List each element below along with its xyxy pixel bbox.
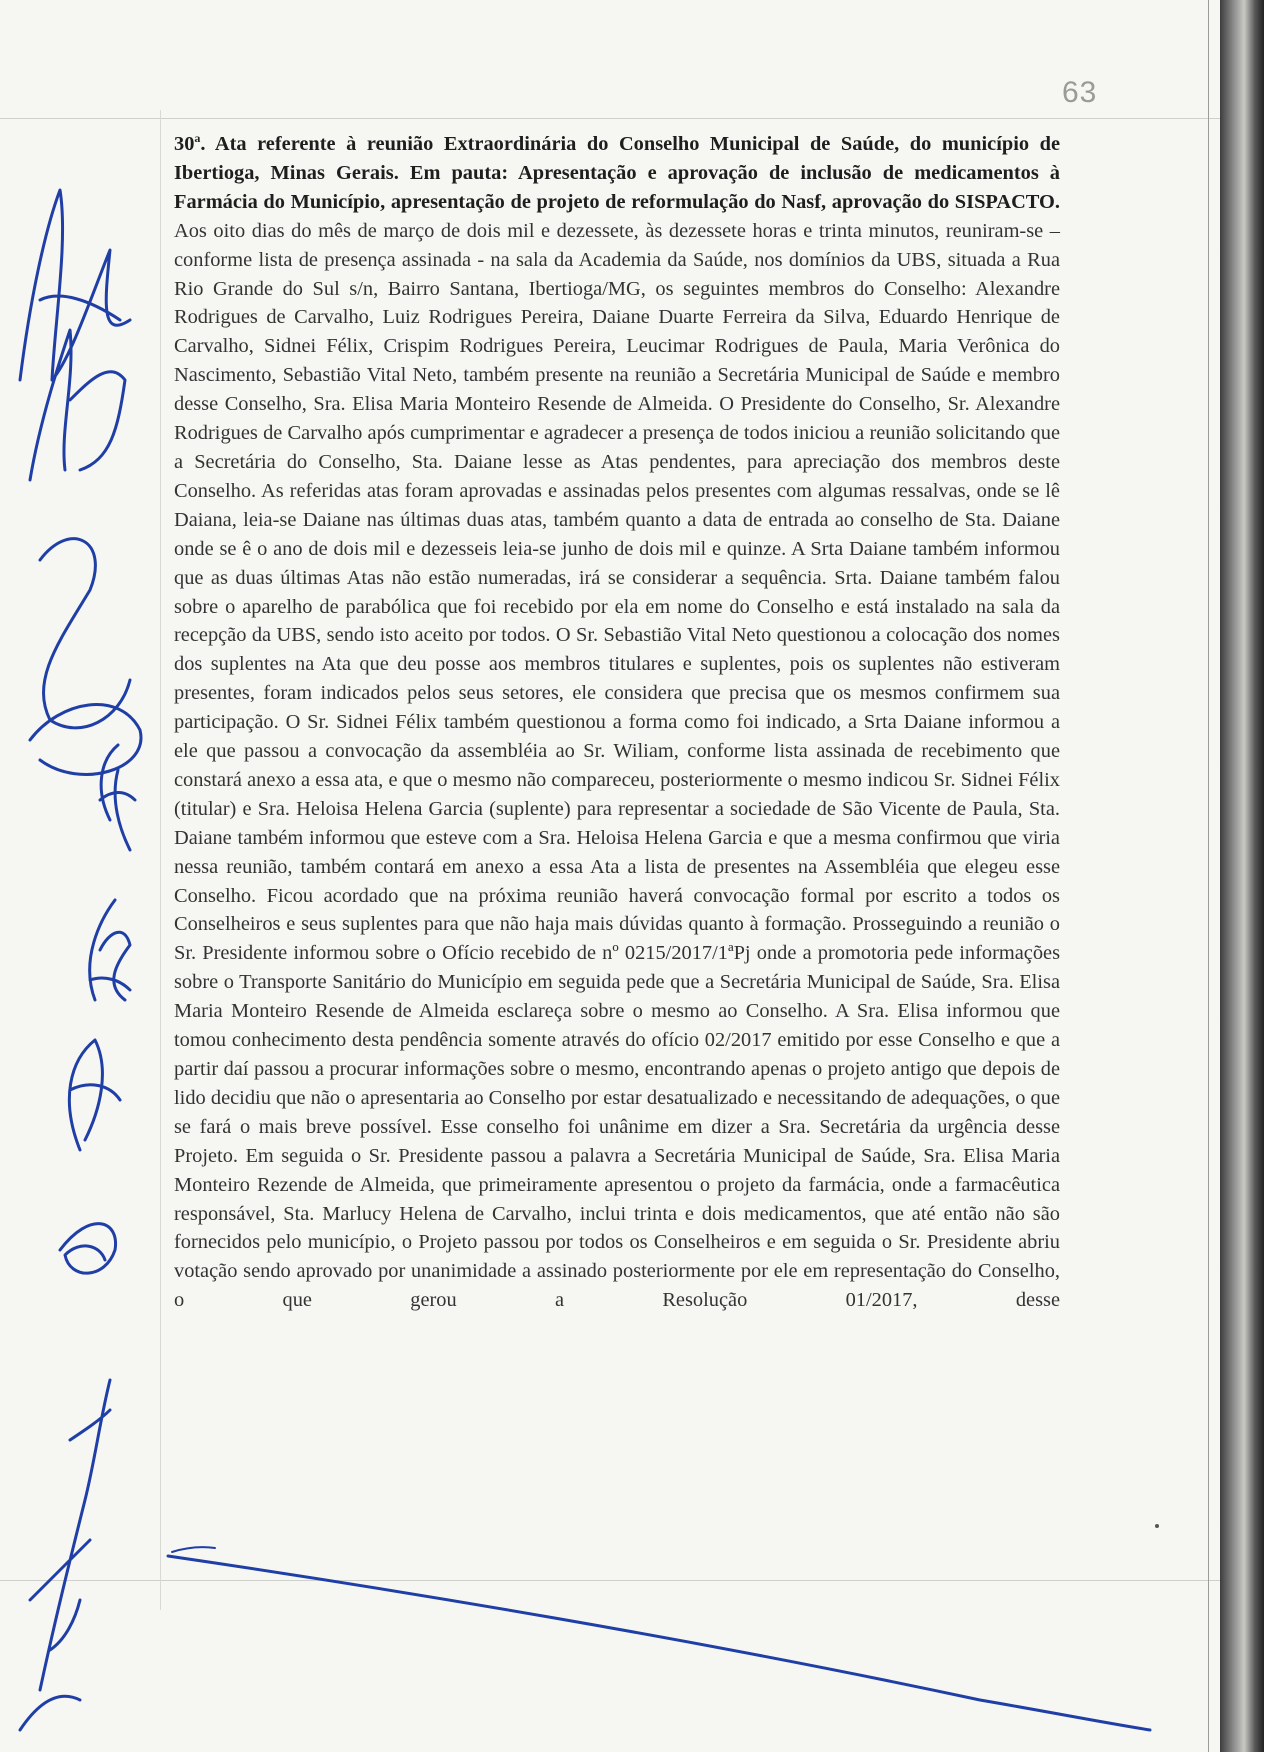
signature-7 [69,1040,120,1150]
minutes-text [174,130,1060,1315]
notebook-binding [1220,0,1264,1752]
signature-6 [90,900,130,1000]
minutes-ordinal: 30 [174,133,195,155]
minutes-ordinal-suffix: a [194,131,201,146]
minutes-heading [174,133,1060,213]
signature-1 [20,190,130,380]
margin-signatures [0,0,180,1752]
signature-8 [60,1224,116,1274]
signature-10 [20,1696,80,1730]
minutes-heading-text: . Ata referente à reunião Extraordinária do Conselho Municipal de Saúde, do município de Ibertioga, Minas Gerais. Em pauta: Apresentação e aprovação de inclusão de medicamentos à Farmácia do Município, apresentação de projeto de reformulação do Nasf, aprovação do SISPACTO. [174,133,1060,213]
ruled-line [0,1580,1220,1581]
page-edge [1208,0,1209,1752]
ruled-line [0,118,1220,119]
minutes-body: Aos oito dias do mês de março de dois mil e dezessete, às dezessete horas e trinta minutos, reuniram-se – conforme lista de presença assinada - na sala da Academia da Saúde, nos domínios da UBS, situada a Rua Rio Grande do Sul s/n, Bairro Santana, Ibertioga/MG, os seguintes membros do Conselho: Alexandre Rodrigues de Carvalho, Luiz Rodrigues Pereira, Daiane Duarte Ferreira da Silva, Eduardo Henrique de Carvalho, Sidnei Félix, Crispim Rodrigues Pereira, Leucimar Rodrigues de Paula, Maria Verônica do Nascimento, Sebastião Vital Neto, também presente na reunião a Secretária Municipal de Saúde e membro desse Conselho, Sra. Elisa Maria Monteiro Resende de Almeida. O Presidente do Conselho, Sr. Alexandre Rodrigues de Carvalho após cumprimentar e agradecer a presença de todos iniciou a reunião solicitando que a Secretária do Conselho, Sta. Daiane lesse as Atas pendentes, para apreciação dos membros deste Conselho. As referidas atas foram aprovadas e assinadas pelos presentes com algumas ressalvas, onde se lê Daiana, leia-se Daiane nas últimas duas atas, também quanto a data de entrada ao conselho de Sta. Daiane onde se ê o ano de dois mil e dezesseis leia-se junho de dois mil e quinze. A Srta Daiane também informou que as duas últimas Atas não estão numeradas, irá se considerar a sequência. Srta. Daiane também falou sobre o aparelho de parabólica que foi recebido por ela em nome do Conselho e está instalado na sala da recepção da UBS, sendo isto aceito por todos. O Sr. Sebastião Vital Neto questionou a colocação dos nomes dos suplentes na Ata que deu posse aos membros titulares e suplentes, pois os suplentes não estiveram presentes, foram indicados pelos seus setores, ele considera que precisa que os mesmos confirmem sua participação. O Sr. Sidnei Félix também questionou a forma como foi indicado, a Srta Daiane informou a ele que passou a convocação da assembléia ao Sr. Wiliam, conforme lista assinada de recebimento que constará anexo a essa ata, e que o mesmo não compareceu, posteriormente o mesmo indicou Sr. Sidnei Félix (titular) e Sra. Heloisa Helena Garcia (suplente) para representar a sociedade de São Vicente de Paula, Sta. Daiane também informou que esteve com a Sra. Heloisa Helena Garcia e que a mesma confirmou que viria nessa reunião, também contará em anexo a essa Ata a lista de presentes na Assembléia que elegeu esse Conselho. Ficou acordado que na próxima reunião haverá convocação formal por escrito a todos os Conselheiros e seus suplentes para que não haja mais dúvidas quanto à formação. Prosseguindo a reunião o Sr. Presidente informou sobre o Ofício recebido de nº 0215/2017/1ªPj onde a promotoria pede informações sobre o Transporte Sanitário do Município em seguida pede que a Secretária Municipal de Saúde, Sra. Elisa Maria Monteiro Resende de Almeida esclareça sobre o mesmo ao Conselho. A Sra. Elisa informou que tomou conhecimento desta pendência somente através do ofício 02/2017 emitido por esse Conselho e que a partir daí passou a procurar informações sobre o mesmo, encontrando apenas o projeto antigo que depois de lido decidiu que não o apresentaria ao Conselho por estar desatualizado e necessitando de adequações, o que se fará o mais breve possível. Esse conselho foi unânime em dizer a Sra. Secretária da urgência desse Projeto. Em seguida o Sr. Presidente passou a palavra a Secretária Municipal de Saúde, Sra. Elisa Maria Monteiro Rezende de Almeida, que primeiramente apresentou o projeto da farmácia, onde a farmacêutica responsável, Sta. Marlucy Helena de Carvalho, inclui trinta e dois medicamentos, que até então não são fornecidos pelo município, o Projeto passou por todos os Conselheiros e em seguida o Sr. Presidente abriu votação sendo aprovado por unanimidade a assinado posteriormente por ele em representação do Conselho, o que gerou a Resolução 01/2017, desse [174,219,1060,1312]
signature-3 [40,539,130,728]
signature-2 [30,330,125,480]
signature-9 [30,1380,110,1690]
page-number: 63 [1062,76,1098,109]
ink-dot [1155,1524,1159,1528]
